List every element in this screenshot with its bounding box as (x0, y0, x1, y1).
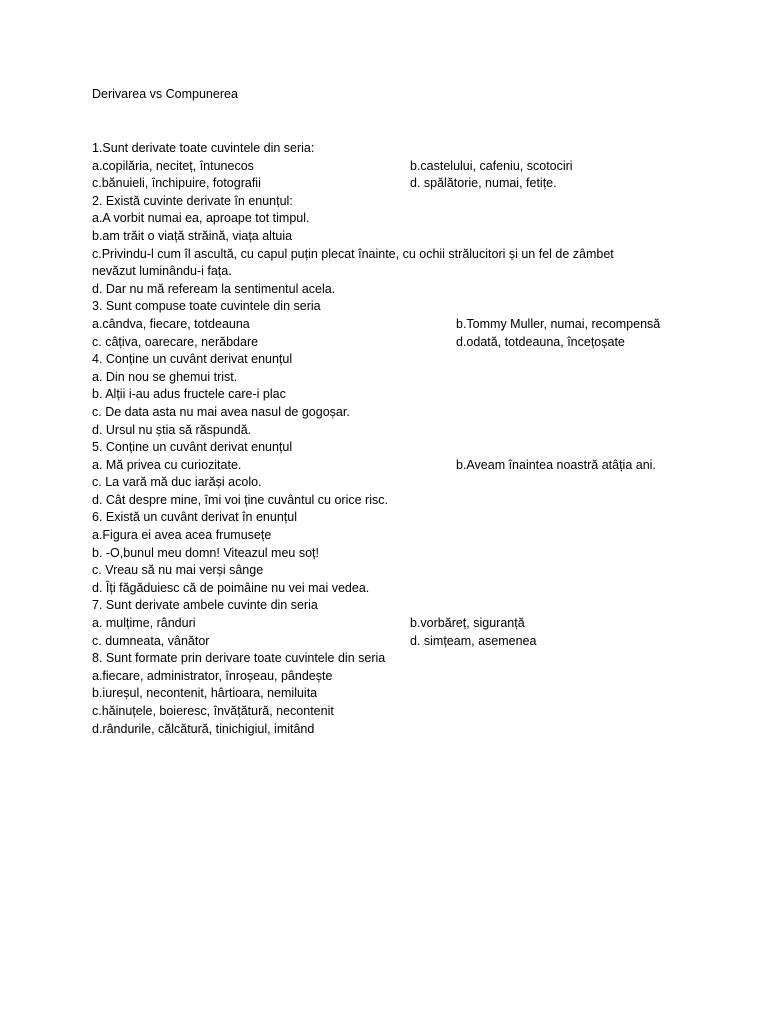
document-body (92, 140, 732, 738)
line-option-right: d. simțeam, asemenea (410, 633, 537, 648)
line-text: c.bănuieli, închipuire, fotografii (92, 176, 261, 191)
text-line (92, 158, 732, 176)
text-line (92, 175, 732, 193)
line-option-right: b.vorbăreț, siguranță (410, 616, 525, 631)
line-text: c.Privindu-l cum îl ascultă, cu capul puțin plecat înainte, cu ochii strălucitori și un fel de zâmbet (92, 246, 614, 261)
text-line (92, 404, 732, 422)
line-text: d. Ursul nu știa să răspundă. (92, 422, 252, 437)
line-text: c. dumneata, vânător (92, 633, 210, 648)
line-text: 4. Conține un cuvânt derivat enunțul (92, 352, 293, 367)
line-text: c. câțiva, oarecare, nerăbdare (92, 334, 259, 349)
line-text: 8. Sunt formate prin derivare toate cuvintele din seria (92, 651, 386, 666)
text-line (92, 369, 732, 387)
line-text: c. La vară mă duc iarăși acolo. (92, 475, 262, 490)
text-line (92, 562, 732, 580)
line-text: a.A vorbit numai ea, aproape tot timpul. (92, 211, 310, 226)
text-line (92, 685, 732, 703)
line-text: a.copilăria, neciteț, întunecos (92, 158, 254, 173)
line-option-right: b.castelului, cafeniu, scotociri (410, 158, 573, 173)
line-text: d. Cât despre mine, îmi voi ține cuvântul cu orice risc. (92, 492, 388, 507)
text-line (92, 492, 732, 510)
text-line (92, 263, 732, 281)
line-text: 1.Sunt derivate toate cuvintele din seria: (92, 141, 315, 155)
text-line (92, 298, 732, 316)
line-text: 7. Sunt derivate ambele cuvinte din seria (92, 598, 318, 613)
text-line (92, 140, 732, 158)
line-text: d. Dar nu mă refeream la sentimentul acela. (92, 281, 336, 296)
text-line (92, 386, 732, 404)
line-option-right: b.Aveam înaintea noastră atâția ani. (456, 457, 656, 472)
line-text: c. De data asta nu mai avea nasul de gogoșar. (92, 404, 350, 419)
text-line (92, 334, 732, 352)
text-line (92, 351, 732, 369)
line-text: b.iureșul, necontenit, hârtioara, nemiluita (92, 686, 318, 701)
line-text: b. Alții i-au adus fructele care-i plac (92, 387, 286, 402)
text-line (92, 668, 732, 686)
line-text: a.fiecare, administrator, înroșeau, pândește (92, 668, 333, 683)
line-option-right: d.odată, totdeauna, încețoșate (456, 334, 625, 349)
line-text: d. Îți făgăduiesc că de poimâine nu vei mai vedea. (92, 580, 370, 595)
text-line (92, 210, 732, 228)
line-text: a. Mă privea cu curiozitate. (92, 457, 242, 472)
text-line (92, 615, 732, 633)
text-line (92, 509, 732, 527)
line-text: 6. Există un cuvânt derivat în enunțul (92, 510, 297, 525)
text-line (92, 527, 732, 545)
line-option-right: b.Tommy Muller, numai, recompensă (456, 316, 661, 331)
text-line (92, 457, 732, 475)
text-line (92, 281, 732, 299)
line-text: 3. Sunt compuse toate cuvintele din seria (92, 299, 321, 314)
line-text: nevăzut luminându-i fața. (92, 264, 232, 279)
line-text: d.rândurile, călcătură, tinichigiul, imitând (92, 721, 315, 736)
text-line (92, 439, 732, 457)
text-line (92, 650, 732, 668)
text-line (92, 580, 732, 598)
line-text: 5. Conține un cuvânt derivat enunțul (92, 440, 293, 455)
text-line (92, 703, 732, 721)
line-option-right: d. spălătorie, numai, fetițe. (410, 176, 557, 191)
text-line (92, 246, 732, 264)
text-line (92, 422, 732, 440)
text-line (92, 721, 732, 739)
line-text: b. -O,bunul meu domn! Viteazul meu soț! (92, 545, 319, 560)
text-line (92, 474, 732, 492)
text-line (92, 228, 732, 246)
document-title: Derivarea vs Compunerea (92, 87, 238, 101)
line-text: a.Figura ei avea acea frumusețe (92, 528, 272, 543)
line-text: a. Din nou se ghemui trist. (92, 369, 238, 384)
text-line (92, 545, 732, 563)
line-text: a.cândva, fiecare, totdeauna (92, 316, 250, 331)
line-text: c.hăinuțele, boieresc, învățătură, necontenit (92, 704, 334, 718)
line-text: a. mulțime, rânduri (92, 616, 196, 631)
line-text: c. Vreau să nu mai verși sânge (92, 563, 264, 578)
text-line (92, 193, 732, 211)
text-line (92, 597, 732, 615)
text-line (92, 633, 732, 651)
line-text: b.am trăit o viață străină, viața altuia (92, 228, 293, 243)
line-text: 2. Există cuvinte derivate în enunțul: (92, 193, 293, 208)
text-line (92, 316, 732, 334)
